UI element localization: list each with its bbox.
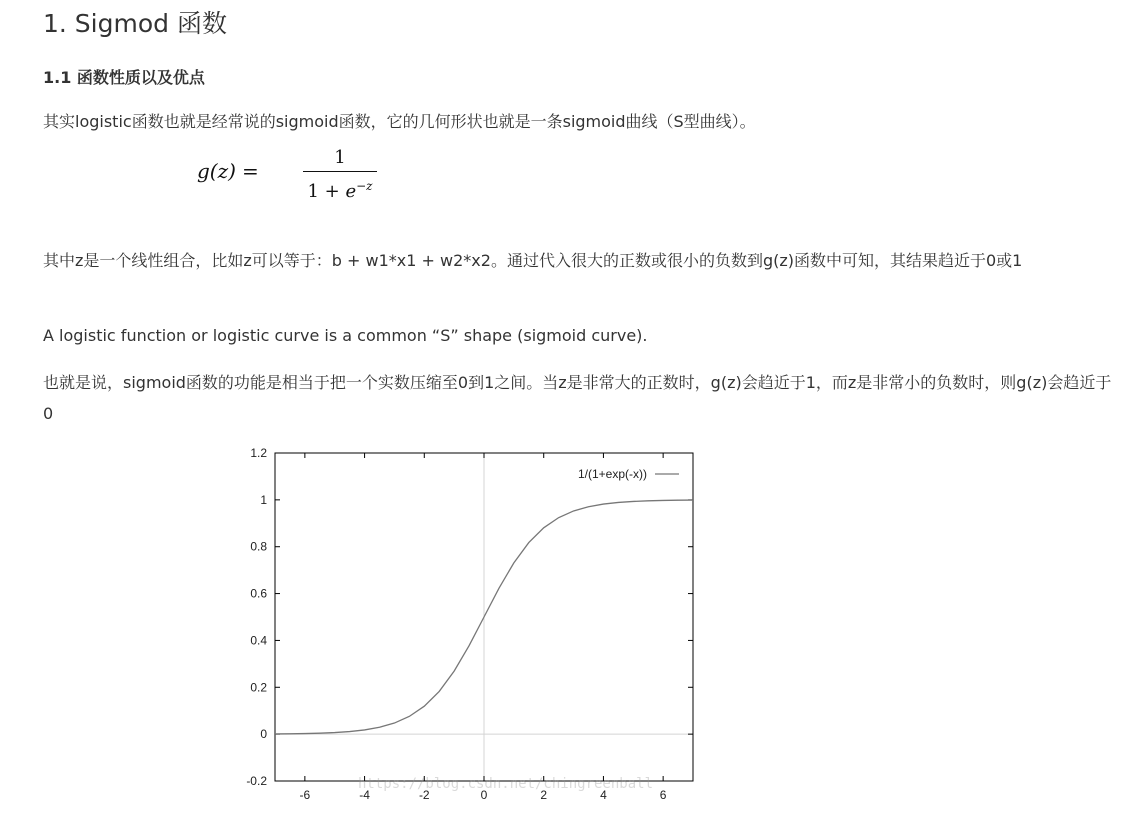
- watermark: https://blog.csdn.net/chingreenball: [358, 776, 654, 792]
- denominator-exponent: −z: [356, 179, 373, 193]
- formula-lhs: [197, 159, 259, 183]
- formula-fraction: [303, 147, 377, 203]
- y-tick-label: -0.2: [246, 774, 267, 788]
- x-tick-label: -6: [299, 788, 311, 802]
- y-tick-label: 0.6: [250, 586, 267, 601]
- y-tick-label: 0.8: [250, 539, 267, 554]
- legend-label: 1/(1+exp(-x)): [577, 467, 647, 481]
- paragraph-logistic-intro: 其实logistic函数也就是经常说的sigmoid函数，它的几何形状也就是一条sigmoid曲线（S型曲线）。: [43, 112, 756, 131]
- x-tick-label: 4: [600, 788, 607, 802]
- page-title: 1. Sigmod 函数: [43, 9, 227, 38]
- formula-g-of-z: g(z): [197, 159, 236, 183]
- y-tick-label: 0.4: [250, 633, 267, 648]
- fraction-bar: [303, 171, 377, 172]
- x-tick-label: 0: [480, 788, 488, 802]
- sigmoid-chart-svg: [232, 442, 704, 812]
- x-tick-label: 6: [659, 788, 667, 802]
- formula-denominator: [303, 175, 377, 203]
- y-tick-label: 1.2: [250, 446, 267, 460]
- section-heading: 1.1 函数性质以及优点: [43, 68, 205, 87]
- x-tick-label: 2: [540, 788, 548, 802]
- formula-numerator: 1: [334, 147, 346, 168]
- sigmoid-chart: [232, 442, 704, 812]
- paragraph-linear-combination: 其中z是一个线性组合，比如z可以等于：b + w1*x1 + w2*x2。通过代入很大的正数或很小的负数到g(z)函数中可知，其结果趋近于0或1: [43, 251, 1023, 270]
- y-tick-label: 0.2: [250, 680, 267, 695]
- formula-equals: =: [241, 159, 259, 183]
- x-tick-label: -2: [418, 788, 430, 802]
- y-tick-label: 0: [260, 727, 267, 742]
- denominator-base: 1 +: [307, 181, 346, 202]
- paragraph-compression: 也就是说，sigmoid函数的功能是相当于把一个实数压缩至0到1之间。当z是非常大的正数时，g(z)会趋近于1，而z是非常小的负数时，则g(z)会趋近于0: [43, 373, 1112, 423]
- x-tick-label: -4: [359, 788, 370, 802]
- paragraph-english-definition: A logistic function or logistic curve is a common “S” shape (sigmoid curve).: [43, 326, 648, 345]
- y-tick-label: 1: [260, 492, 267, 507]
- denominator-e: e: [345, 181, 357, 202]
